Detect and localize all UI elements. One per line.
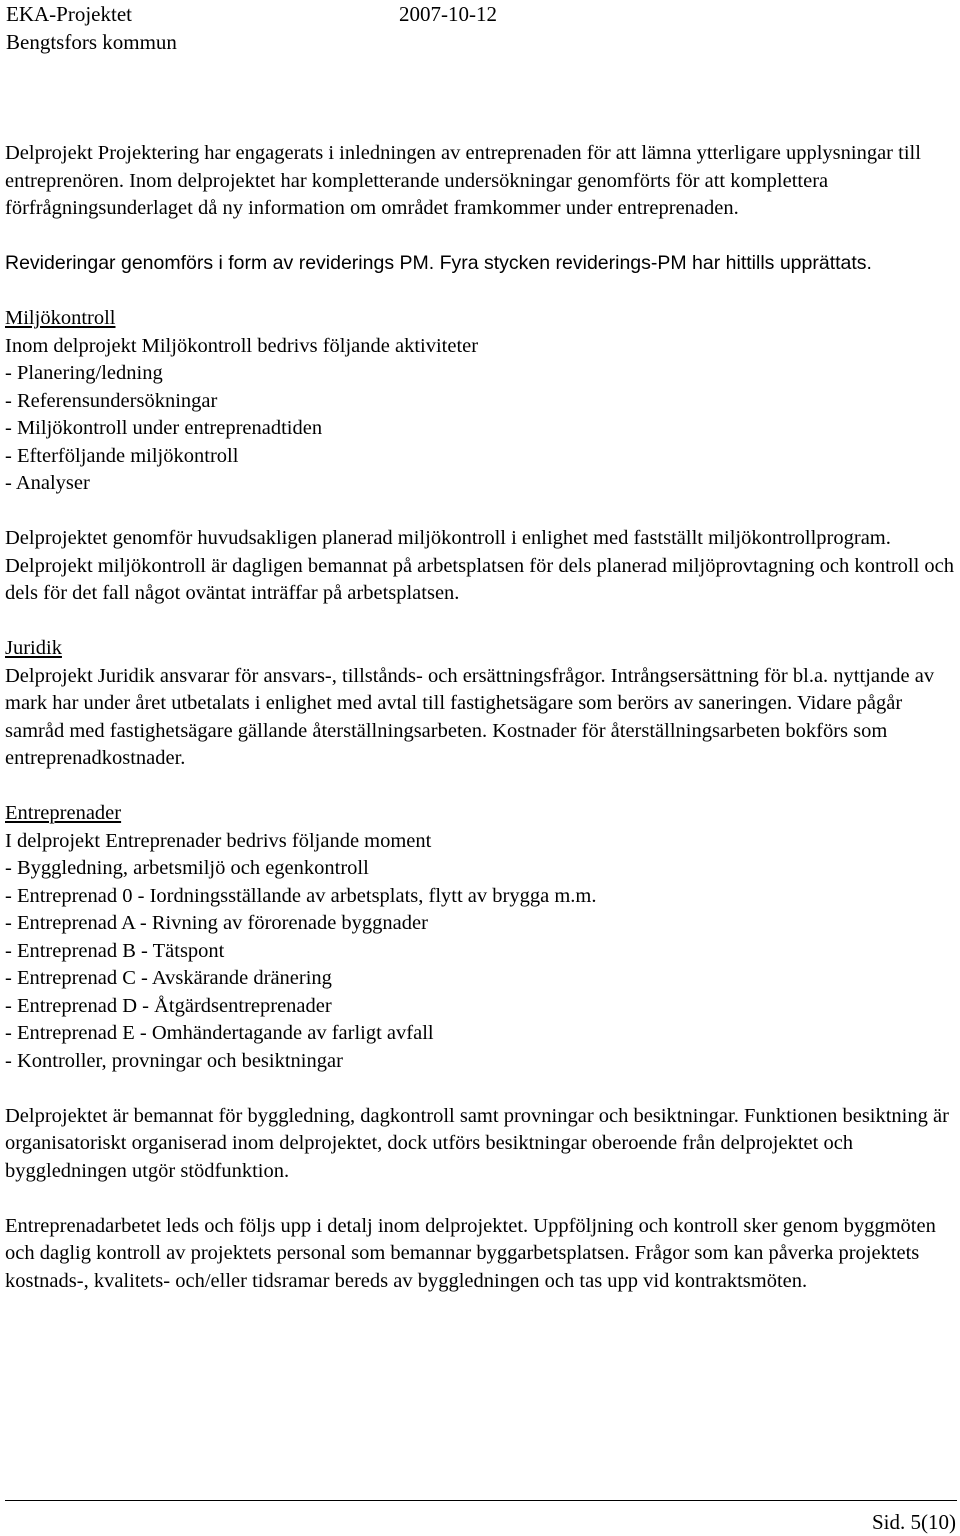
- list-item: - Analyser: [5, 472, 90, 494]
- miljokontroll-text: Delprojektet genomför huvudsakligen planerad miljökontroll i enlighet med fastställt miljökontrollprogram. Delprojekt miljökontroll är dagligen bemannat på arbetsplatsen för dels planerad miljöprovtagning och kontroll och dels för det fall något oväntat inträffar på arbetsplatsen.: [5, 527, 955, 604]
- document-date: 2007-10-12: [399, 2, 497, 26]
- list-item: - Entreprenad A - Rivning av förorenade byggnader: [5, 912, 428, 934]
- list-item: - Entreprenad C - Avskärande dränering: [5, 967, 332, 989]
- list-item: - Miljökontroll under entreprenadtiden: [5, 417, 323, 439]
- page-header: [6, 0, 646, 56]
- miljokontroll-list: [5, 360, 960, 498]
- header-row: [6, 0, 646, 28]
- list-item: - Kontroller, provningar och besiktningar: [5, 1049, 343, 1072]
- list-item: - Entreprenad 0 - Iordningsställande av arbetsplats, flytt av brygga m.m.: [5, 884, 597, 907]
- list-item: - Referensundersökningar: [5, 389, 218, 412]
- paragraph-revideringar: Revideringar genomförs i form av reviderings PM. Fyra stycken reviderings-PM har hittills upprättats.: [5, 252, 872, 274]
- paragraph-projektering: Delprojekt Projektering har engagerats i inledningen av entreprenaden för att lämna ytterligare upplysningar till entreprenören. Inom delprojektet har kompletterande undersökningar genomförts för att komplettera förfrågningsunderlaget då ny information om området framkommer under entreprenaden.: [5, 142, 921, 219]
- project-name: EKA-Projektet: [6, 2, 132, 26]
- heading-juridik: Juridik: [5, 637, 62, 659]
- list-item: - Efterföljande miljökontroll: [5, 444, 239, 467]
- miljokontroll-intro: Inom delprojekt Miljökontroll bedrivs följande aktiviteter: [5, 334, 479, 357]
- heading-entreprenader: Entreprenader: [5, 802, 122, 824]
- list-item: - Planering/ledning: [5, 362, 163, 384]
- list-item: - Entreprenad D - Åtgärdsentreprenader: [5, 994, 332, 1017]
- heading-miljokontroll: Miljökontroll: [5, 307, 116, 329]
- juridik-text: Delprojekt Juridik ansvarar för ansvars-, tillstånds- och ersättningsfrågor. Intrångsersättning för bl.a. nyttjande av mark har under året utbetalats i enlighet med avtal till fastighetsägare som berörs av saneringen. Vidare pågår samråd med fastighetsägare gällande återställningsarbeten. Kostnader för återställningsarbeten bokförs som entreprenadkostnader.: [5, 664, 935, 769]
- page-number: Sid. 5(10): [872, 1510, 956, 1534]
- organization-name: Bengtsfors kommun: [6, 30, 177, 54]
- section-juridik: [5, 635, 960, 773]
- section-miljokontroll: [5, 305, 960, 608]
- footer-divider: [5, 1500, 957, 1501]
- entreprenader-text-1: Delprojektet är bemannat för byggledning, dagkontroll samt provningar och besiktningar. Funktionen besiktning är organisatoriskt organiserad inom delprojektet, dock utförs besiktningar oberoende från delprojektet och byggledningen utgör stödfunktion.: [5, 1104, 949, 1182]
- entreprenader-text-2: Entreprenadarbetet leds och följs upp i detalj inom delprojektet. Uppföljning och kontroll sker genom byggmöten och daglig kontroll av projektets personal som bemannar byggarbetsplatsen. Frågor som kan påverka projektets kostnads-, kvalitets- och/eller tidsramar bereds av byggledningen och tas upp vid kontraktsmöten.: [5, 1214, 936, 1292]
- entreprenader-list: [5, 855, 960, 1075]
- list-item: - Byggledning, arbetsmiljö och egenkontroll: [5, 857, 369, 879]
- entreprenader-intro: I delprojekt Entreprenader bedrivs följande moment: [5, 829, 432, 852]
- list-item: - Entreprenad E - Omhändertagande av farligt avfall: [5, 1022, 434, 1044]
- section-entreprenader: [5, 800, 960, 1295]
- list-item: - Entreprenad B - Tätspont: [5, 939, 225, 962]
- document-body: [5, 140, 960, 1295]
